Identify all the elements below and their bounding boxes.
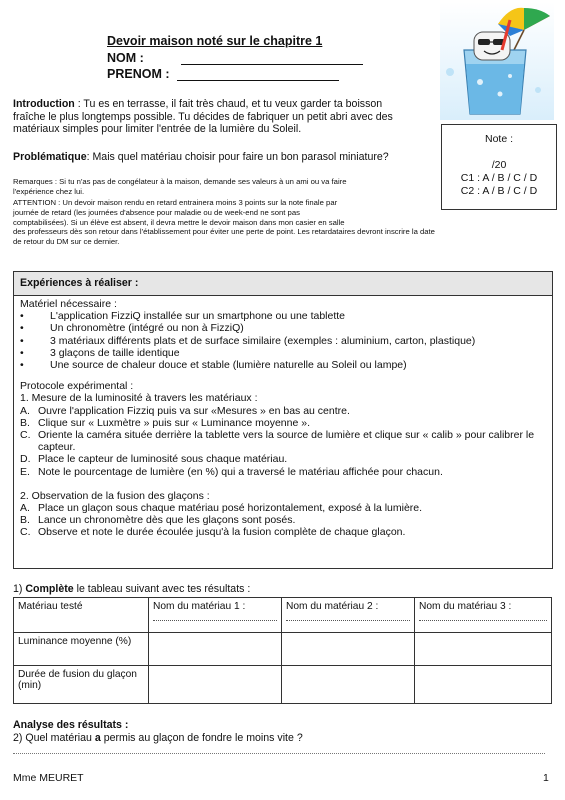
remark-line: des professeurs dès son retour dans l'établissement pour éviter une perte de point. Les retardataires devront inscrire la date	[13, 227, 435, 237]
bullet-icon: •	[20, 346, 24, 359]
list-item	[20, 514, 546, 526]
experiences-body	[14, 296, 552, 541]
list-item	[20, 322, 546, 334]
list-letter: A.	[20, 502, 30, 515]
remark-line: journée de retard (les journées d'absence pour maladie ou de week-end ne sont pas	[13, 207, 300, 217]
list-item-text: 3 glaçons de taille identique	[50, 346, 180, 359]
page-number: 1	[543, 772, 549, 784]
part2-list	[20, 502, 546, 539]
bullet-icon: •	[20, 359, 24, 372]
remark-line: de retour du DM sur ce dernier.	[13, 237, 120, 247]
table-row	[14, 633, 552, 666]
nom-line	[107, 51, 363, 65]
document-title: Devoir maison noté sur le chapitre 1	[107, 34, 323, 48]
intro-line-1: : Tu es en terrasse, il fait très chaud, et tu veux garder ta boisson	[74, 98, 383, 110]
analyse-title: Analyse des résultats :	[13, 719, 129, 731]
table-cell[interactable]	[415, 633, 552, 666]
q2-pre: 2) Quel matériau	[13, 732, 95, 744]
introduction	[13, 98, 433, 136]
list-item-text: Observe et note le durée écoulée jusqu'à la fusion complète de chaque glaçon.	[38, 526, 406, 539]
list-item	[20, 417, 546, 429]
row-label: Durée de fusion du glaçon (min)	[14, 666, 149, 704]
list-item-text: Oriente la caméra située derrière la tablette vers la source de lumière et clique sur « calib » pour calibrer le capteur.	[38, 429, 535, 454]
list-item-text: Note le pourcentage de lumière (en %) qui a traversé le matériau affichée pour chacun.	[38, 465, 443, 478]
table-header-cell: Nom du matériau 3 :	[415, 598, 552, 633]
materiel-title: Matériel nécessaire :	[20, 298, 117, 310]
intro-line-3: matériaux simples pour limiter l'entrée de la lumière du Soleil.	[13, 123, 302, 135]
bullet-icon: •	[20, 310, 24, 323]
table-header-row	[14, 598, 552, 633]
bullet-icon: •	[20, 334, 24, 347]
list-letter: A.	[20, 404, 30, 417]
list-letter: D.	[20, 453, 31, 466]
intro-line-2: fraîche le plus longtemps possible. Tu décides de fabriquer un petit abri avec des	[13, 110, 393, 123]
problematique-text: : Mais quel matériau choisir pour faire un bon parasol miniature?	[86, 151, 389, 163]
list-item	[20, 405, 546, 417]
q1-bold: Complète	[25, 583, 74, 595]
list-item	[20, 502, 546, 514]
bullet-icon: •	[20, 322, 24, 335]
remark-line: comptabilisées). Si un élève est absent, il devra mettre le devoir maison dans mon casier en salle	[13, 217, 345, 227]
table-cell[interactable]	[149, 633, 282, 666]
prenom-blank[interactable]	[177, 80, 339, 81]
list-letter: C.	[20, 526, 31, 539]
list-item-text: Place un glaçon sous chaque matériau posé horizontalement, exposé à la lumière.	[38, 502, 423, 515]
list-item	[20, 347, 546, 359]
table-header-cell: Nom du matériau 1 :	[149, 598, 282, 633]
nom-label: NOM :	[107, 51, 144, 65]
row-label: Luminance moyenne (%)	[14, 633, 149, 666]
list-letter: C.	[20, 429, 31, 442]
list-item-text: Un chronomètre (intégré ou non à FizziQ)	[50, 322, 244, 335]
list-item	[20, 429, 546, 453]
list-item	[20, 453, 546, 465]
list-item-text: Ouvre l'application Fizziq puis va sur «Mesures » en bas au centre.	[38, 404, 350, 417]
part1-title: 1. Mesure de la luminosité à travers les matériaux :	[20, 392, 258, 405]
question-1	[13, 583, 250, 596]
table-row	[14, 666, 552, 704]
results-table	[13, 597, 552, 704]
nom-blank[interactable]	[181, 64, 363, 65]
q1-text: le tableau suivant avec tes résultats :	[73, 583, 251, 595]
note-c2: C2 : A / B / C / D	[460, 185, 538, 197]
list-item	[20, 310, 546, 322]
table-header-cell: Matériau testé	[14, 598, 149, 633]
materiau-3-blank[interactable]	[419, 614, 547, 621]
remark-line: Remarques : Si tu n'as pas de congélateur à la maison, demande ses valeurs à un ami ou va faire	[13, 177, 347, 186]
list-item	[20, 335, 546, 347]
footer-author: Mme MEURET	[13, 772, 84, 784]
experiences-box	[13, 271, 553, 569]
list-item-text: L'application FizziQ installée sur un smartphone ou une tablette	[50, 310, 346, 323]
q2-bold: a	[94, 732, 101, 744]
list-item-text: Clique sur « Luxmètre » puis sur « Luminance moyenne ».	[38, 416, 310, 429]
answer-line[interactable]	[13, 753, 545, 754]
experiences-header: Expériences à réaliser :	[14, 272, 552, 296]
protocole-title: Protocole expérimental :	[20, 380, 134, 393]
q2-post: permis au glaçon de fondre le moins vite ?	[100, 732, 303, 744]
materiau-1-blank[interactable]	[153, 614, 277, 621]
q1-number: 1)	[13, 583, 26, 595]
remarks-1	[13, 177, 443, 197]
table-cell[interactable]	[282, 633, 415, 666]
table-header-cell: Nom du matériau 2 :	[282, 598, 415, 633]
problematique	[13, 151, 438, 164]
note-score: /20	[491, 159, 507, 171]
list-letter: B.	[20, 514, 30, 527]
list-item	[20, 526, 546, 538]
remarks-2	[13, 198, 551, 247]
part2-title: 2. Observation de la fusion des glaçons :	[20, 489, 210, 502]
list-item	[20, 466, 546, 478]
remark-line: l'expérience chez lui.	[13, 186, 85, 196]
question-2	[13, 732, 303, 745]
table-cell[interactable]	[282, 666, 415, 704]
table-cell[interactable]	[415, 666, 552, 704]
list-item	[20, 359, 546, 371]
list-letter: E.	[20, 465, 30, 478]
intro-label: Introduction	[13, 98, 75, 110]
materiel-list	[20, 310, 546, 371]
list-item-text: Place le capteur de luminosité sous chaque matériau.	[38, 453, 288, 466]
list-item-text: 3 matériaux différents plats et de surface similaire (exemples : aluminium, carton, plastique)	[50, 334, 476, 347]
list-letter: B.	[20, 416, 30, 429]
glass-umbrella-illustration	[440, 2, 554, 120]
remark-line: ATTENTION : Un devoir maison rendu en retard entrainera moins 3 points sur la note finale par	[13, 198, 338, 207]
list-item-text: Lance un chronomètre dès que les glaçons sont posés.	[38, 514, 296, 527]
note-title: Note :	[484, 133, 513, 145]
note-c1: C1 : A / B / C / D	[460, 172, 538, 184]
part1-list	[20, 405, 546, 478]
table-cell[interactable]	[149, 666, 282, 704]
list-item-text: Une source de chaleur douce et stable (lumière naturelle au Soleil ou lampe)	[50, 359, 407, 372]
prenom-line	[107, 67, 339, 81]
materiau-2-blank[interactable]	[286, 614, 410, 621]
prenom-label: PRENOM :	[107, 67, 170, 81]
problematique-label: Problématique	[13, 151, 87, 163]
